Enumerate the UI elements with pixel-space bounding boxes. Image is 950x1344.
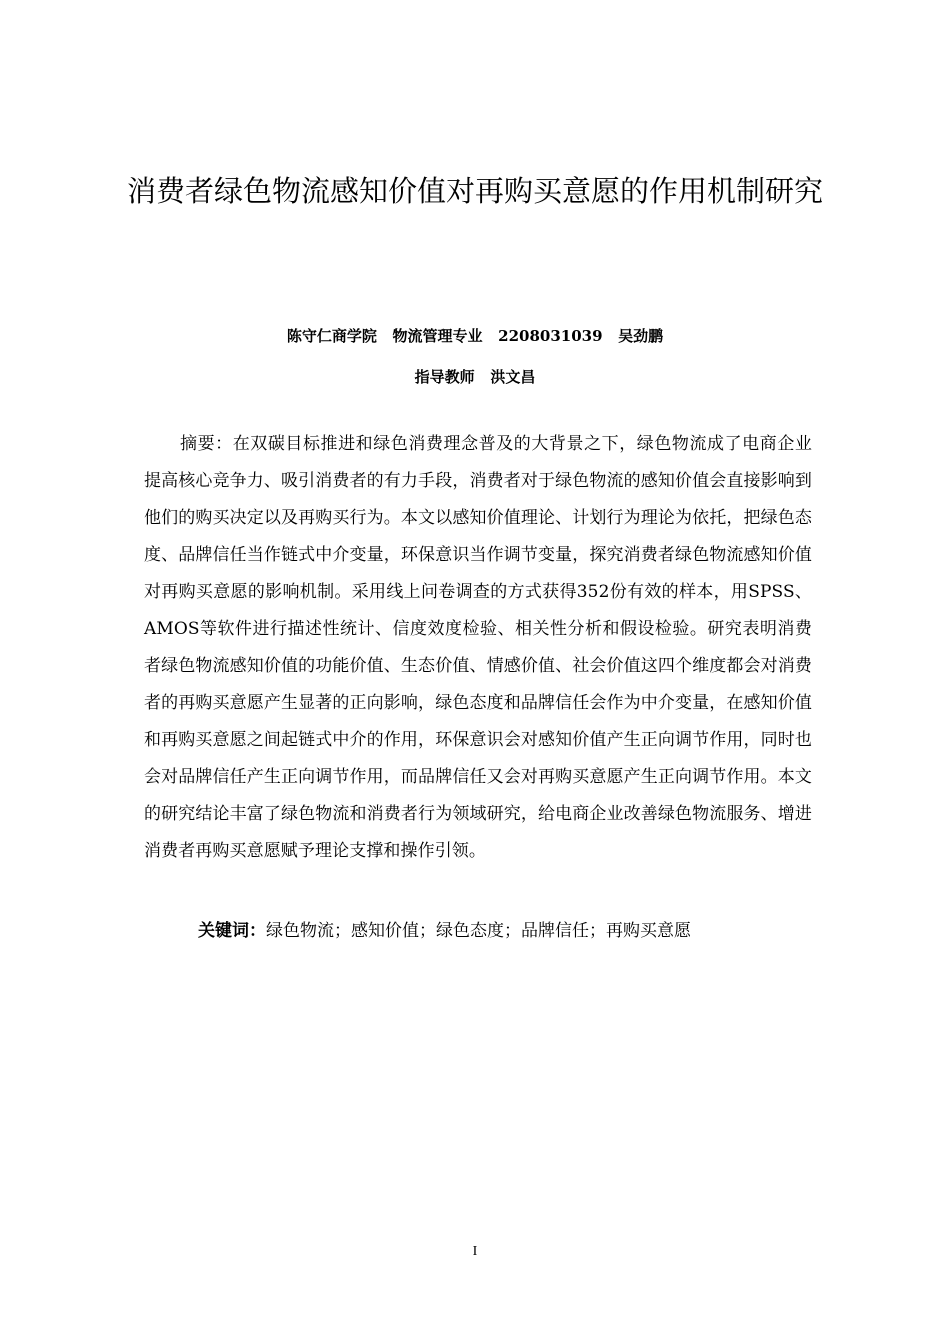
page-number: I <box>472 1244 478 1259</box>
keywords-line <box>198 916 838 946</box>
keywords-list: 绿色物流；感知价值；绿色态度；品牌信任；再购买意愿 <box>266 921 691 941</box>
abstract-paragraph: 摘要：在双碳目标推进和绿色消费理念普及的大背景之下，绿色物流成了电商企业提高核心竞争力、吸引消费者的有力手段，消费者对于绿色物流的感知价值会直接影响到他们的购买决定以及再购买行为。本文以感知价值理论、计划行为理论为依托，把绿色态度、品牌信任当作链式中介变量，环保意识当作调节变量，探究消费者绿色物流感知价值对再购买意愿的影响机制。采用线上问卷调查的方式获得352份有效的样本，用SPSS、AMOS等软件进行描述性统计、信度效度检验、相关性分析和假设检验。研究表明消费者绿色物流感知价值的功能价值、生态价值、情感价值、社会价值这四个维度都会对消费者的再购买意愿产生显著的正向影响，绿色态度和品牌信任会作为中介变量，在感知价值和再购买意愿之间起链式中介的作用，环保意识会对感知价值产生正向调节作用，同时也会对品牌信任产生正向调节作用，而品牌信任又会对再购买意愿产生正向调节作用。本文的研究结论丰富了绿色物流和消费者行为领域研究，给电商企业改善绿色物流服务、增进消费者再购买意愿赋予理论支撑和操作引领。 <box>144 434 812 861</box>
paper-title: 消费者绿色物流感知价值对再购买意愿的作用机制研究 <box>126 174 823 208</box>
keywords-label: 关键词： <box>198 921 266 941</box>
author-line: 陈守仁商学院 物流管理专业 2208031039 吴劲鹏 <box>286 327 664 345</box>
advisor-line: 指导教师 洪文昌 <box>414 368 536 386</box>
